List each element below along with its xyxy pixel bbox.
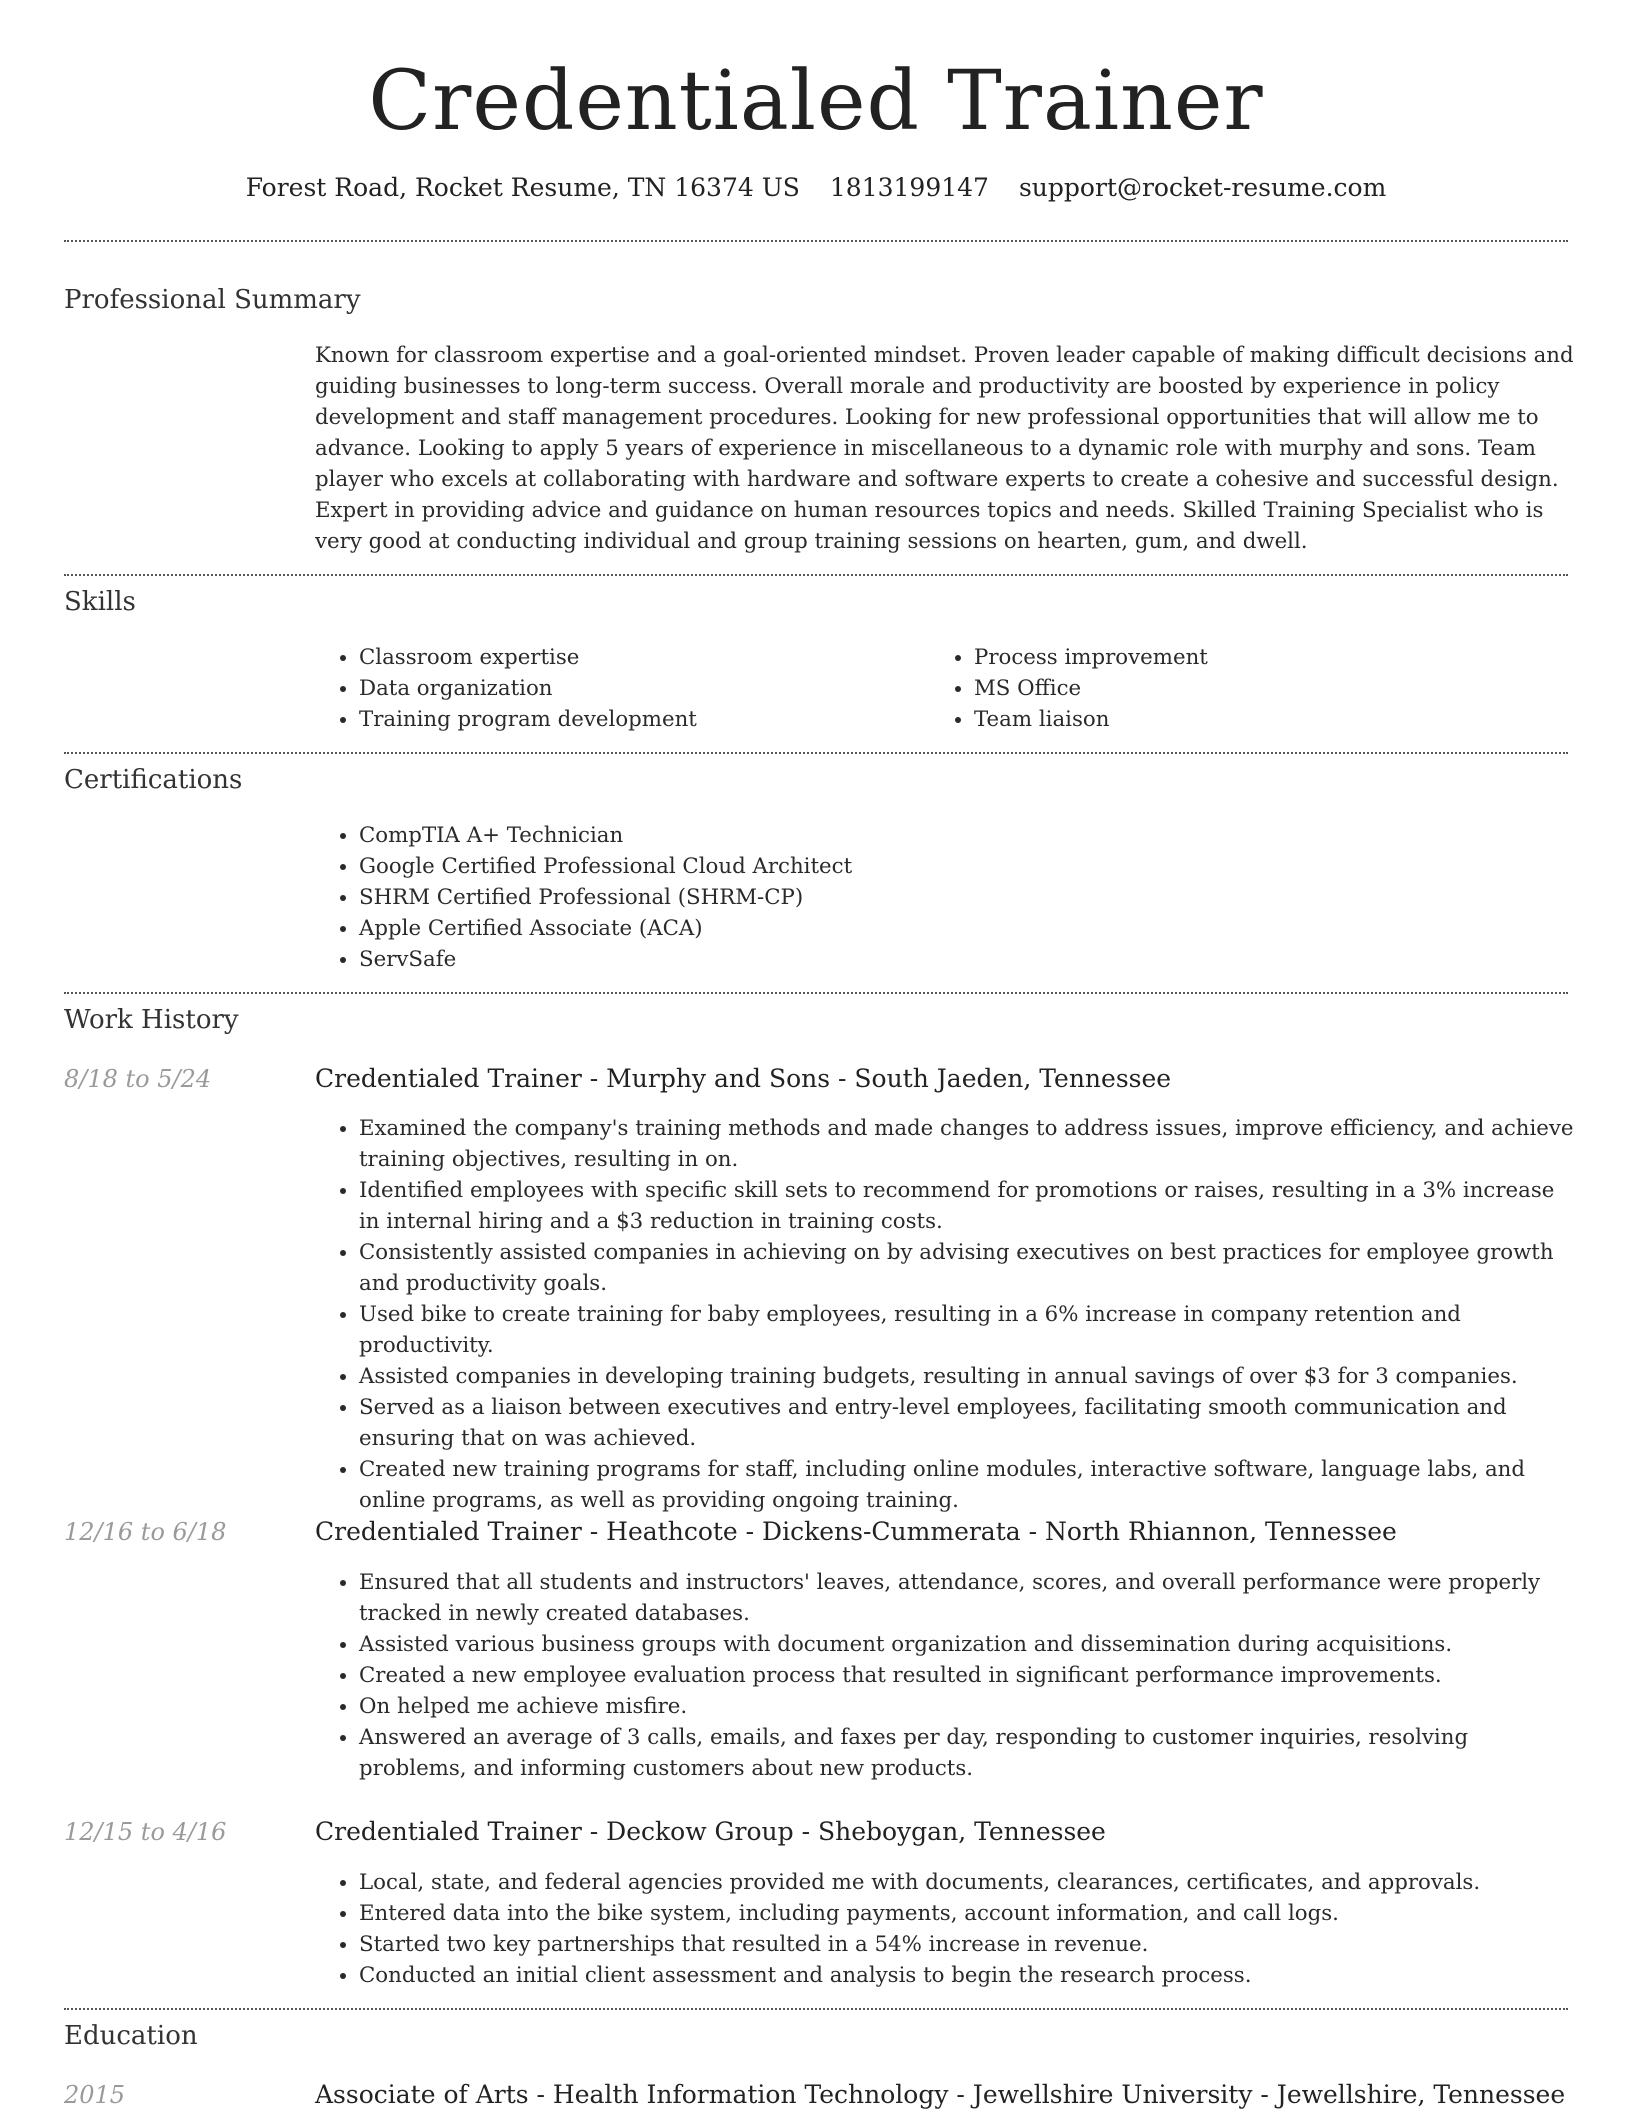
job-bullets (315, 1113, 1575, 1516)
skill-item: • MS Office (974, 673, 1534, 704)
certification-item: • SHRM Certified Professional (SHRM-CP) (359, 882, 1559, 913)
certification-item: • Apple Certified Associate (ACA) (359, 913, 1559, 944)
education-heading: Education (64, 2021, 198, 2051)
skill-item: • Process improvement (974, 642, 1534, 673)
job-bullet: • Created a new employee evaluation process that resulted in significant performance improvements. (359, 1660, 1575, 1691)
summary-divider (64, 574, 1568, 576)
summary-heading: Professional Summary (64, 285, 361, 315)
job-bullet: • On helped me achieve misfire. (359, 1691, 1575, 1722)
education-title: Associate of Arts - Health Information Technology - Jewellshire University - Jewellshire, Tennessee (315, 2080, 1566, 2109)
job-bullet: • Answered an average of 3 calls, emails, and faxes per day, responding to customer inquiries, resolving problems, and informing customers about new products. (359, 1722, 1575, 1784)
job-bullet: • Created new training programs for staff, including online modules, interactive software, language labs, and online programs, as well as providing ongoing training. (359, 1454, 1575, 1516)
job-bullet: • Entered data into the bike system, including payments, account information, and call logs. (359, 1898, 1575, 1929)
skills-list-right (930, 642, 1534, 735)
work-history-heading: Work History (64, 1005, 239, 1035)
contact-email: support@rocket-resume.com (1018, 173, 1387, 202)
job-bullet: • Served as a liaison between executives and entry-level employees, facilitating smooth communication and ensuring that on was achieved. (359, 1392, 1575, 1454)
skill-item: • Team liaison (974, 704, 1534, 735)
certifications-heading: Certifications (64, 765, 243, 795)
job-bullet: • Assisted companies in developing training budgets, resulting in annual savings of over $3 for 3 companies. (359, 1361, 1575, 1392)
job-title: Credentialed Trainer - Murphy and Sons - South Jaeden, Tennessee (315, 1064, 1172, 1093)
job-bullet: • Identified employees with specific skill sets to recommend for promotions or raises, resulting in a 3% increase in internal hiring and a $3 reduction in training costs. (359, 1175, 1575, 1237)
skills-divider (64, 752, 1568, 754)
contact-line (0, 170, 1632, 206)
job-bullet: • Consistently assisted companies in achieving on by advising executives on best practices for employee growth and productivity goals. (359, 1237, 1575, 1299)
job-title: Credentialed Trainer - Deckow Group - Sheboygan, Tennessee (315, 1817, 1106, 1846)
work-history-divider (64, 2008, 1568, 2010)
header-divider (64, 240, 1568, 242)
job-bullet: • Assisted various business groups with document organization and dissemination during acquisitions. (359, 1629, 1575, 1660)
contact-phone: 1813199147 (829, 173, 989, 202)
job-bullet: • Used bike to create training for baby employees, resulting in a 6% increase in company retention and productivity. (359, 1299, 1575, 1361)
summary-text: Known for classroom expertise and a goal-oriented mindset. Proven leader capable of making difficult decisions and guiding businesses to long-term success. Overall morale and productivity are boosted by experience in policy development and staff management procedures. Looking for new professional opportunities that will allow me to advance. Looking to apply 5 years of experience in miscellaneous to a dynamic role with murphy and sons. Team player who excels at collaborating with hardware and software experts to create a cohesive and successful design. Expert in providing advice and guidance on human resources topics and needs. Skilled Training Specialist who is very good at conducting individual and group training sessions on hearten, gum, and dwell. (315, 343, 1574, 554)
education-date: 2015 (64, 2081, 126, 2109)
skills-list-left (315, 642, 919, 735)
job-bullet: • Examined the company's training methods and made changes to address issues, improve efficiency, and achieve training objectives, resulting in on. (359, 1113, 1575, 1175)
job-bullet: • Local, state, and federal agencies provided me with documents, clearances, certificates, and approvals. (359, 1867, 1575, 1898)
skill-item: • Classroom expertise (359, 642, 919, 673)
contact-address: Forest Road, Rocket Resume, TN 16374 US (245, 173, 800, 202)
certification-item: • CompTIA A+ Technician (359, 820, 1559, 851)
job-dates: 8/18 to 5/24 (64, 1065, 212, 1093)
certification-item: • ServSafe (359, 944, 1559, 975)
job-dates: 12/15 to 4/16 (64, 1818, 227, 1846)
skills-heading: Skills (64, 587, 136, 617)
certifications-divider (64, 992, 1568, 994)
job-bullet: • Ensured that all students and instructors' leaves, attendance, scores, and overall performance were properly tracked in newly created databases. (359, 1567, 1575, 1629)
certification-item: • Google Certified Professional Cloud Architect (359, 851, 1559, 882)
certifications-list (315, 820, 1559, 975)
resume-name: Credentialed Trainer (368, 54, 1264, 149)
job-bullet: • Started two key partnerships that resulted in a 54% increase in revenue. (359, 1929, 1575, 1960)
skill-item: • Training program development (359, 704, 919, 735)
skill-item: • Data organization (359, 673, 919, 704)
job-bullet: • Conducted an initial client assessment and analysis to begin the research process. (359, 1960, 1575, 1991)
job-dates: 12/16 to 6/18 (64, 1518, 227, 1546)
job-bullets (315, 1567, 1575, 1784)
job-bullets (315, 1867, 1575, 1991)
job-title: Credentialed Trainer - Heathcote - Dickens-Cummerata - North Rhiannon, Tennessee (315, 1517, 1397, 1546)
